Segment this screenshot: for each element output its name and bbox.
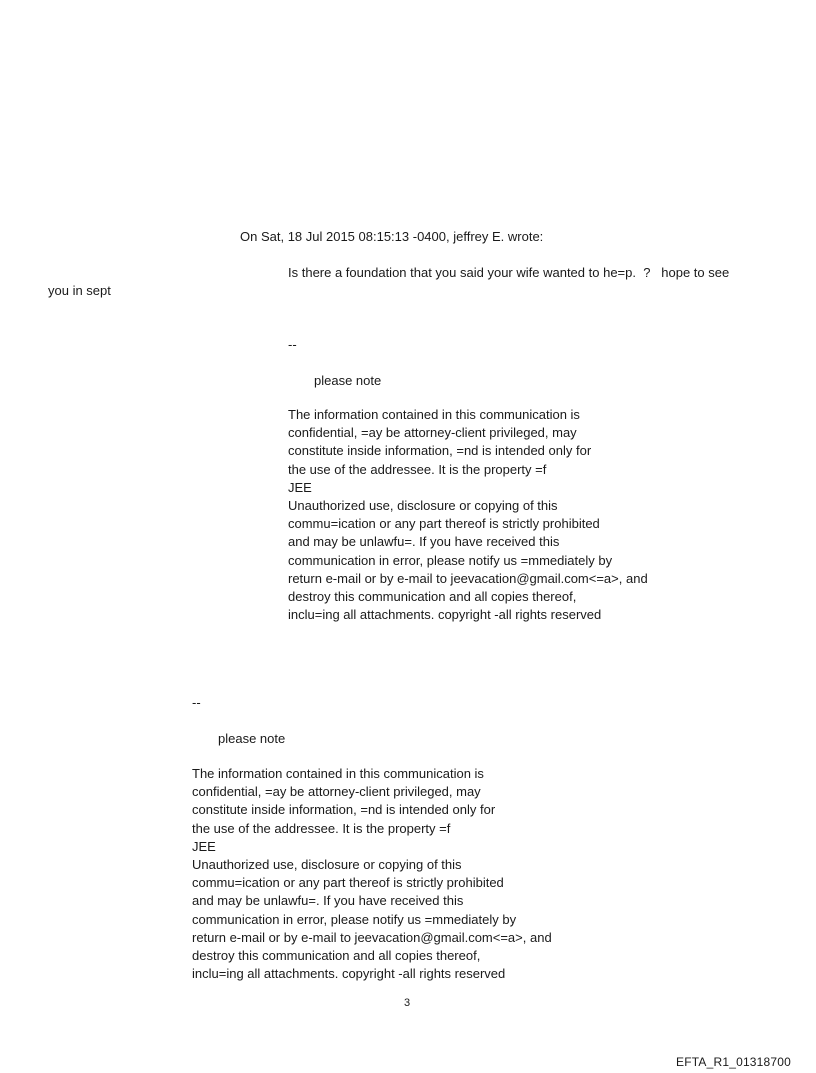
disclaimer-line: communication in error, please notify us =mmediately by: [192, 911, 517, 927]
outer-disclaimer: [192, 765, 552, 983]
outer-signature-separator: --: [192, 695, 201, 710]
disclaimer-line: Unauthorized use, disclosure or copying of this: [288, 498, 558, 514]
disclaimer-line: inclu=ing all attachments. copyright -all rights reserved: [192, 966, 506, 982]
disclaimer-line: constitute inside information, =nd is intended only for: [192, 802, 496, 818]
disclaimer-line: The information contained in this communication is: [288, 407, 580, 422]
disclaimer-line: and may be unlawfu=. If you have received this: [288, 534, 560, 550]
disclaimer-line: confidential, =ay be attorney-client privileged, may: [192, 784, 481, 800]
email-header-line: On Sat, 18 Jul 2015 08:15:13 -0400, jeffrey E. wrote:: [240, 229, 544, 244]
disclaimer-line: destroy this communication and all copies thereof,: [192, 948, 481, 964]
disclaimer-line: the use of the addressee. It is the property =f: [192, 820, 451, 836]
disclaimer-line: return e-mail or by e-mail to jeevacation@gmail.com<=a>, and: [288, 570, 648, 586]
disclaimer-line: JEE: [192, 838, 216, 854]
document-id: EFTA_R1_01318700: [676, 1055, 792, 1069]
page-number: 3: [404, 997, 411, 1009]
disclaimer-line: commu=ication or any part thereof is strictly prohibited: [288, 516, 600, 532]
disclaimer-line: commu=ication or any part thereof is strictly prohibited: [192, 875, 504, 891]
disclaimer-line: Unauthorized use, disclosure or copying of this: [192, 857, 462, 873]
disclaimer-line: destroy this communication and all copies thereof,: [288, 589, 577, 605]
disclaimer-line: communication in error, please notify us =mmediately by: [288, 552, 613, 568]
quoted-message-line-1: Is there a foundation that you said your wife wanted to he=p. ? hope to see: [288, 265, 730, 280]
outer-note-heading: please note: [218, 731, 286, 746]
disclaimer-line: confidential, =ay be attorney-client privileged, may: [288, 425, 577, 441]
inner-note-heading: please note: [314, 373, 382, 388]
inner-disclaimer: [288, 406, 648, 624]
disclaimer-line: the use of the addressee. It is the property =f: [288, 461, 547, 477]
disclaimer-line: The information contained in this communication is: [192, 766, 484, 781]
disclaimer-line: constitute inside information, =nd is intended only for: [288, 443, 592, 459]
quoted-message-line-2: you in sept: [48, 283, 111, 298]
disclaimer-line: and may be unlawfu=. If you have received this: [192, 893, 464, 909]
disclaimer-line: return e-mail or by e-mail to jeevacation@gmail.com<=a>, and: [192, 929, 552, 945]
disclaimer-line: inclu=ing all attachments. copyright -all rights reserved: [288, 607, 602, 623]
disclaimer-line: JEE: [288, 479, 312, 495]
inner-signature-separator: --: [288, 337, 297, 352]
